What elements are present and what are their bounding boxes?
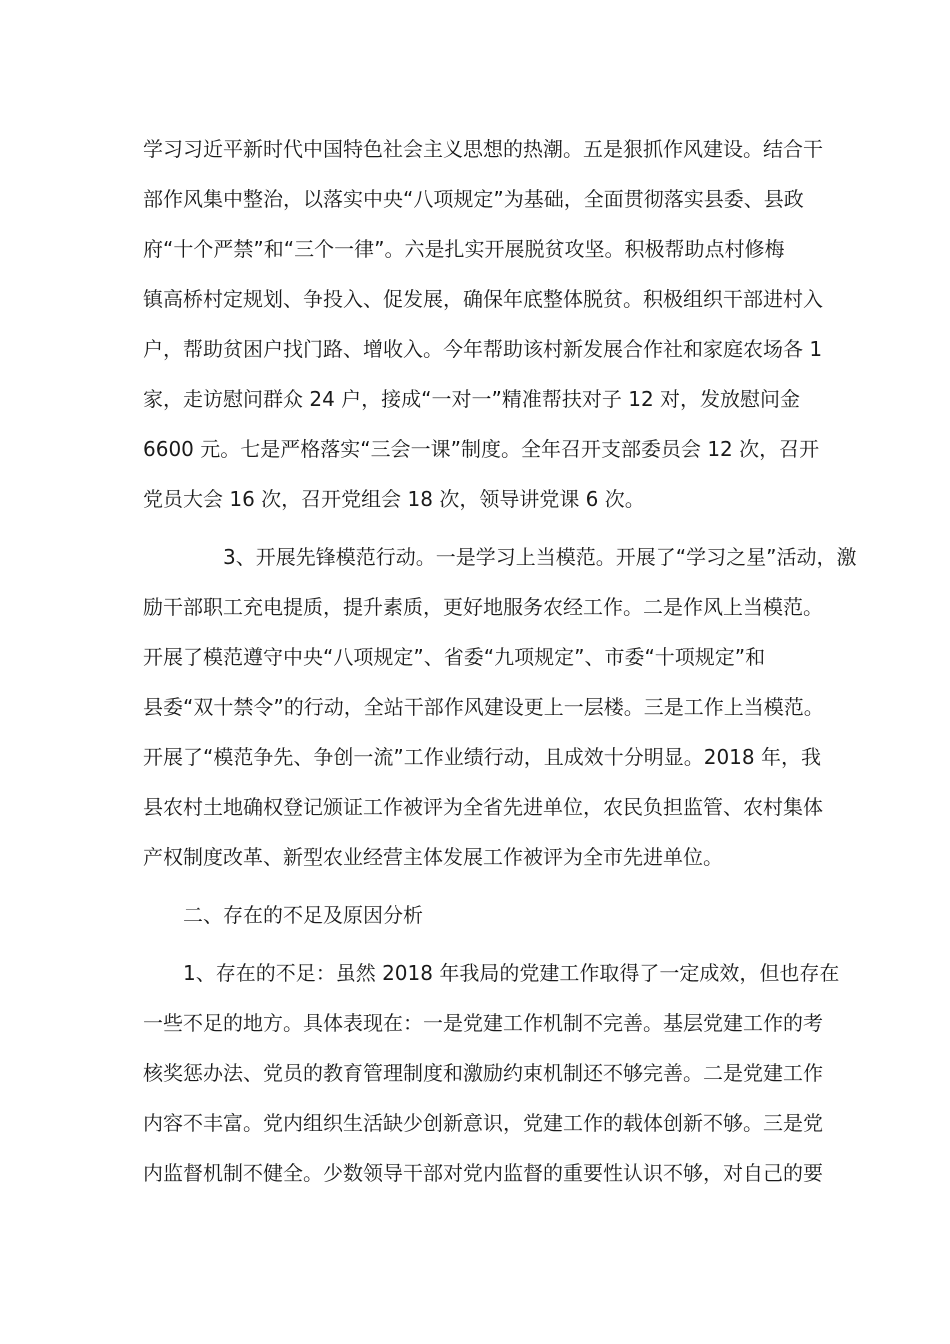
text-line: 核奖惩办法、党员的教育管理制度和激励约束机制还不够完善。二是党建工作 xyxy=(143,1061,823,1085)
text-line: 开展了模范遵守中央“八项规定”、省委“九项规定”、市委“十项规定”和 xyxy=(143,645,766,669)
text-line: 产权制度改革、新型农业经营主体发展工作被评为全市先进单位。 xyxy=(143,845,723,869)
text-line: 1、存在的不足：虽然 2018 年我局的党建工作取得了一定成效，但也存在 xyxy=(183,961,840,985)
text-line: 部作风集中整治，以落实中央“八项规定”为基础，全面贯彻落实县委、县政 xyxy=(143,187,804,211)
paragraph-shortcomings xyxy=(143,948,840,1198)
text-line: 府“十个严禁”和“三个一律”。六是扎实开展脱贫攻坚。积极帮助点村修梅 xyxy=(143,237,785,261)
section-heading xyxy=(143,890,807,940)
text-line: 内容不丰富。党内组织生活缺少创新意识，党建工作的载体创新不够。三是党 xyxy=(143,1111,823,1135)
text-line: 3、开展先锋模范行动。一是学习上当模范。开展了“学习之星”活动，激 xyxy=(223,545,857,569)
text-line: 县农村土地确权登记颁证工作被评为全省先进单位，农民负担监管、农村集体 xyxy=(143,795,823,819)
paragraph-vanguard-action xyxy=(143,532,857,882)
text-line: 家，走访慰问群众 24 户，接成“一对一”精准帮扶对子 12 对，发放慰问金 xyxy=(143,387,801,411)
text-line: 户，帮助贫困户找门路、增收入。今年帮助该村新发展合作社和家庭农场各 1 xyxy=(143,337,823,361)
text-line: 励干部职工充电提质，提升素质，更好地服务农经工作。二是作风上当模范。 xyxy=(143,595,823,619)
text-line: 内监督机制不健全。少数领导干部对党内监督的重要性认识不够，对自己的要 xyxy=(143,1161,823,1185)
text-line: 学习习近平新时代中国特色社会主义思想的热潮。五是狠抓作风建设。结合干 xyxy=(143,137,823,161)
document-body xyxy=(143,124,857,1206)
paragraph-party-building-measures xyxy=(143,124,823,524)
text-line: 开展了“模范争先、争创一流”工作业绩行动，且成效十分明显。2018 年，我 xyxy=(143,745,821,769)
text-line: 县委“双十禁令”的行动，全站干部作风建设更上一层楼。三是工作上当模范。 xyxy=(143,695,824,719)
text-line: 一些不足的地方。具体表现在：一是党建工作机制不完善。基层党建工作的考 xyxy=(143,1011,823,1035)
text-line: 6600 元。七是严格落实“三会一课”制度。全年召开支部委员会 12 次，召开 xyxy=(143,437,820,461)
text-line: 党员大会 16 次，召开党组会 18 次，领导讲党课 6 次。 xyxy=(143,487,645,511)
text-line: 镇高桥村定规划、争投入、促发展，确保年底整体脱贫。积极组织干部进村入 xyxy=(143,287,823,311)
heading-text: 二、存在的不足及原因分析 xyxy=(183,903,423,927)
